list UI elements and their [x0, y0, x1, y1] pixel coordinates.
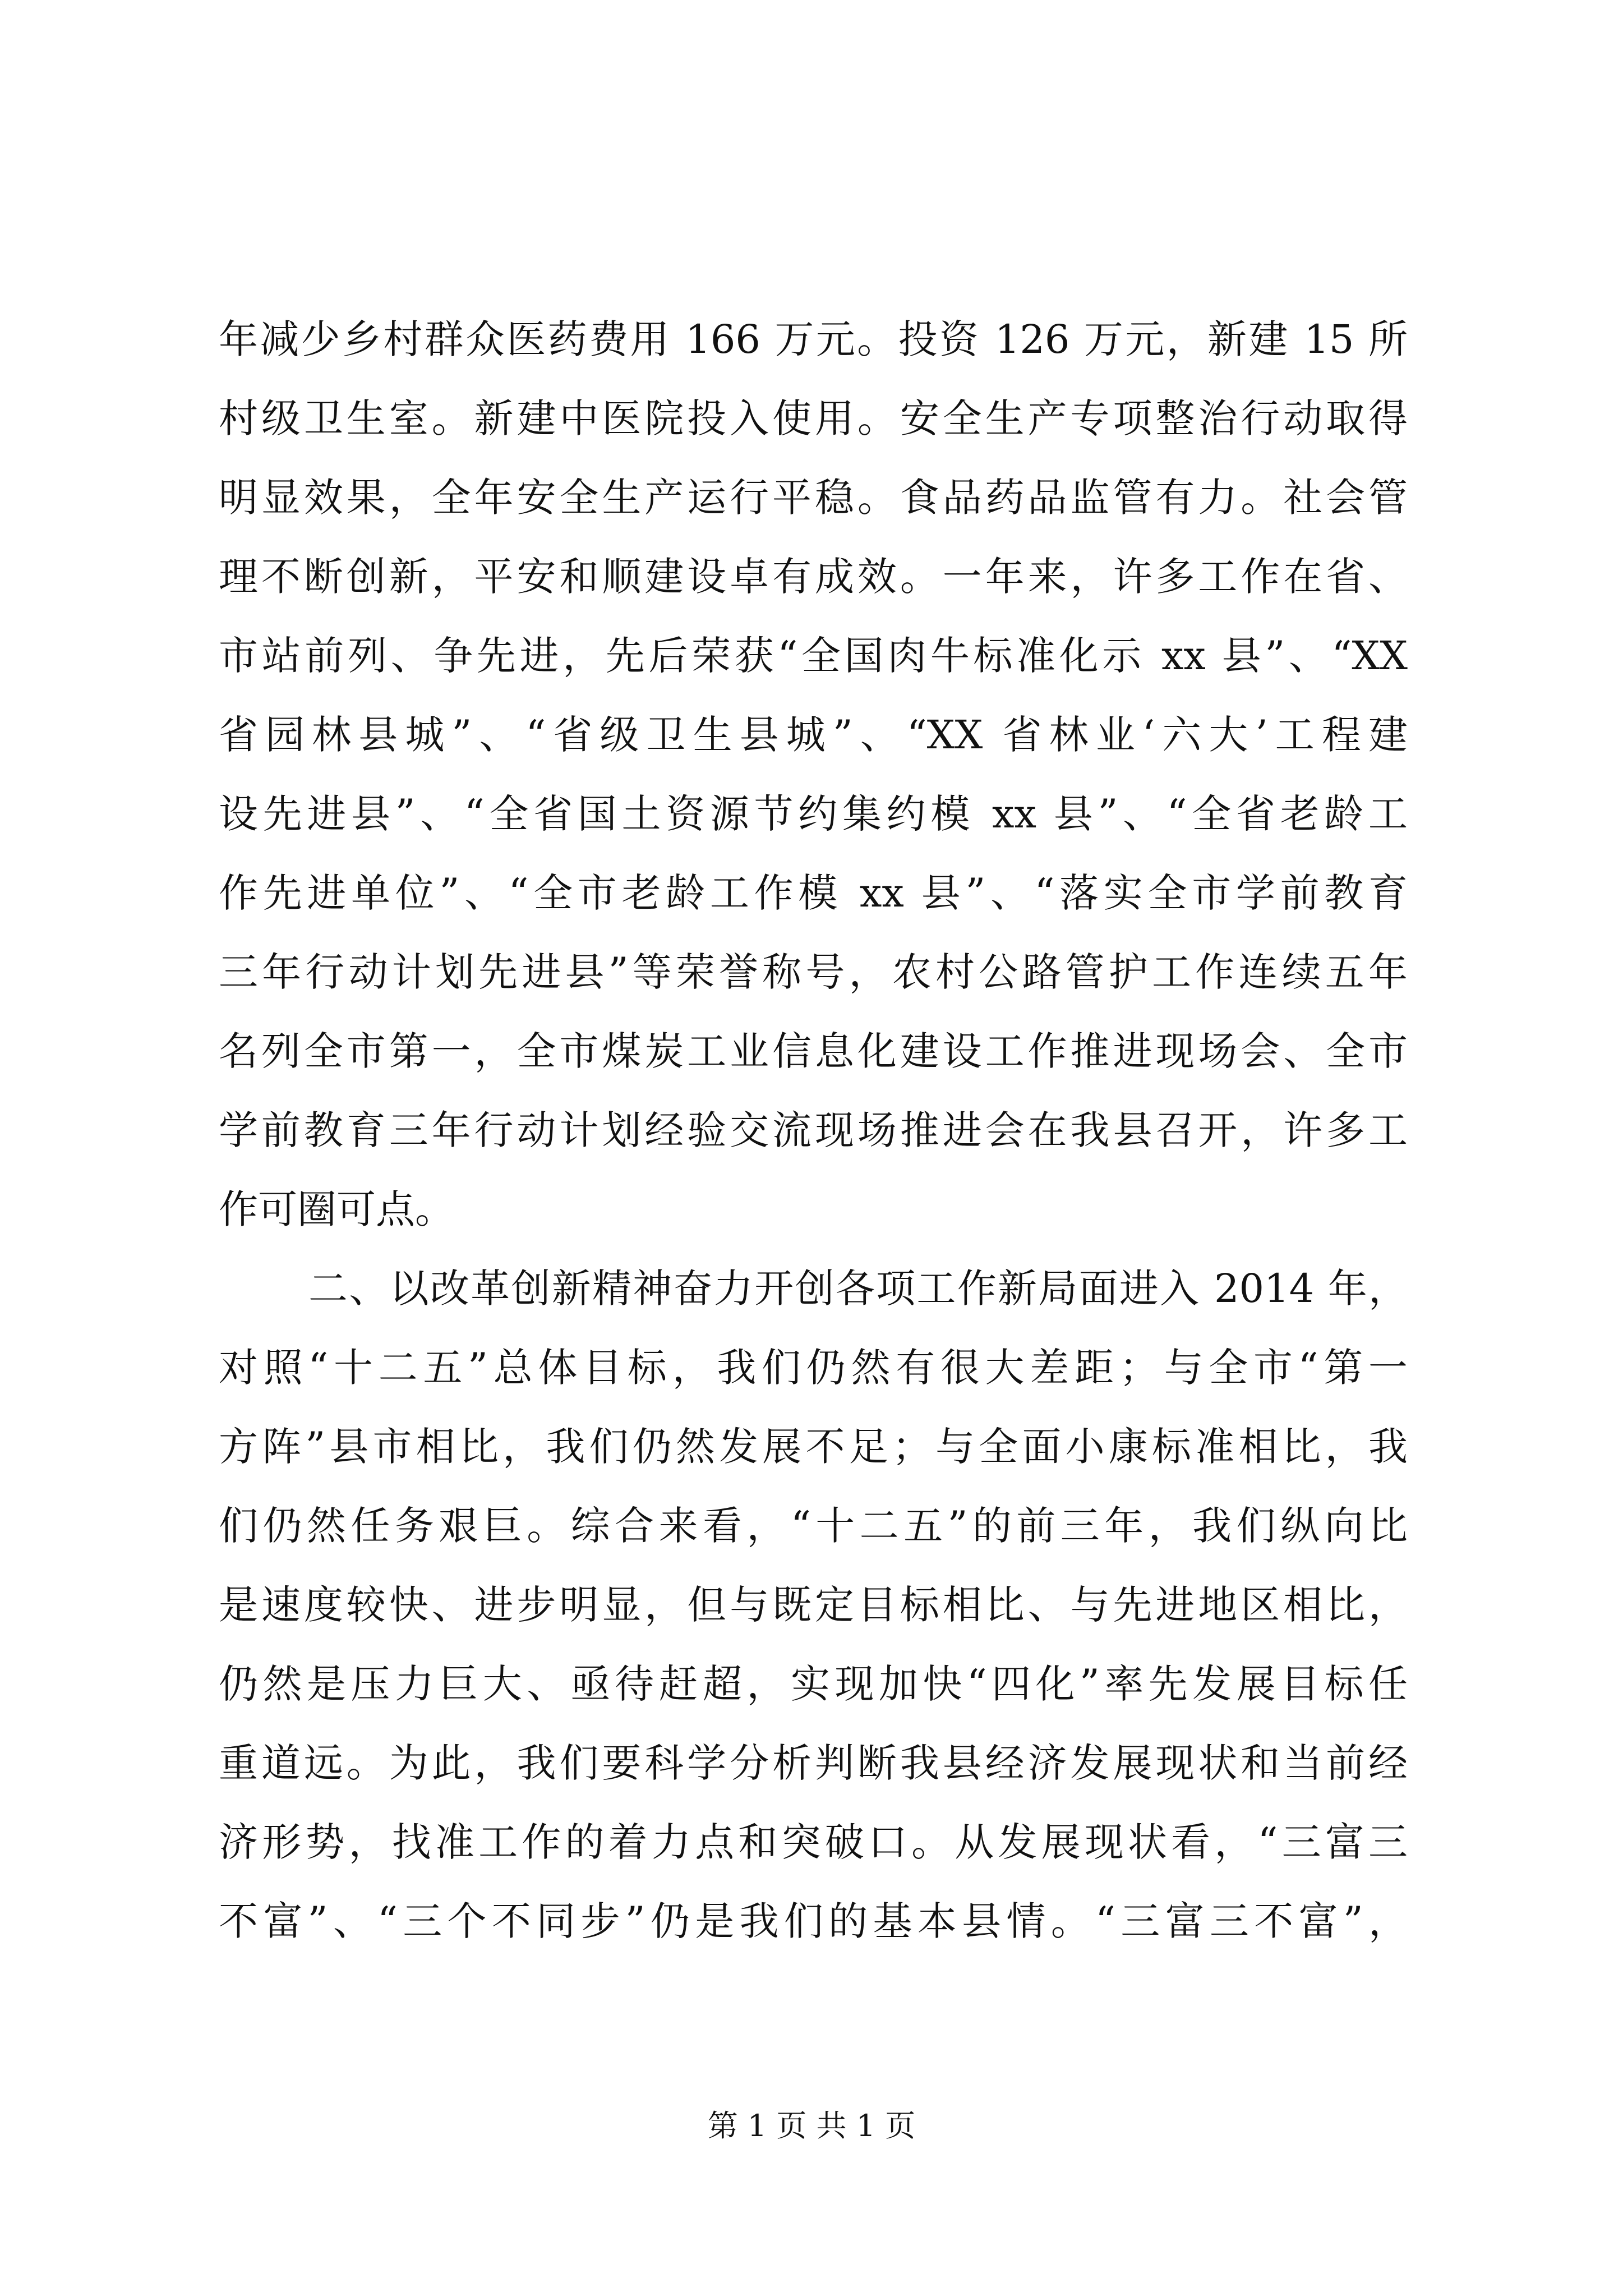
- text-line: 市站前列、争先进，先后荣获“全国肉牛标准化示 xx 县”、“XX: [219, 633, 1408, 679]
- paragraph-reform-section: [219, 1249, 1408, 1961]
- text-line: 学前教育三年行动计划经验交流现场推进会在我县召开，许多工: [219, 1107, 1408, 1153]
- page-number-label: 第 1 页 共 1 页: [707, 2108, 916, 2143]
- text-line: 作先进单位”、“全市老龄工作模 xx 县”、“落实全市学前教育: [219, 870, 1408, 916]
- text-line: 村级卫生室。新建中医院投入使用。安全生产专项整治行动取得: [219, 395, 1408, 441]
- text-line: 作可圈可点。: [219, 1186, 454, 1232]
- page-footer: [0, 2106, 1623, 2146]
- text-line: 对照“十二五”总体目标，我们仍然有很大差距；与全市“第一: [219, 1345, 1408, 1391]
- text-line: 重道远。为此，我们要科学分析判断我县经济发展现状和当前经: [219, 1740, 1408, 1786]
- text-line: 济形势，找准工作的着力点和突破口。从发展现状看，“三富三: [219, 1819, 1408, 1865]
- text-line: 是速度较快、进步明显，但与既定目标相比、与先进地区相比，: [219, 1582, 1408, 1628]
- paragraph-achievements: [219, 300, 1408, 1249]
- text-line: 仍然是压力巨大、亟待赶超，实现加快“四化”率先发展目标任: [219, 1661, 1408, 1707]
- text-line: 理不断创新，平安和顺建设卓有成效。一年来，许多工作在省、: [219, 554, 1408, 600]
- text-line: 省园林县城”、“省级卫生县城”、“XX 省林业‘六大’工程建: [219, 712, 1408, 758]
- document-body: [219, 300, 1408, 1961]
- text-line: 方阵”县市相比，我们仍然发展不足；与全面小康标准相比，我: [219, 1424, 1408, 1470]
- text-line: 年减少乡村群众医药费用 166 万元。投资 126 万元，新建 15 所: [219, 316, 1408, 362]
- text-line: 明显效果，全年安全生产运行平稳。食品药品监管有力。社会管: [219, 475, 1408, 521]
- text-line: 名列全市第一，全市煤炭工业信息化建设工作推进现场会、全市: [219, 1028, 1408, 1074]
- text-line: 设先进县”、“全省国土资源节约集约模 xx 县”、“全省老龄工: [219, 791, 1408, 837]
- text-line: 三年行动计划先进县”等荣誉称号，农村公路管护工作连续五年: [219, 949, 1408, 995]
- text-line: 不富”、“三个不同步”仍是我们的基本县情。“三富三不富”，: [219, 1898, 1408, 1944]
- text-line: 们仍然任务艰巨。综合来看，“十二五”的前三年，我们纵向比: [219, 1503, 1408, 1549]
- section-heading-line: 二、以改革创新精神奋力开创各项工作新局面进入 2014 年，: [308, 1266, 1408, 1312]
